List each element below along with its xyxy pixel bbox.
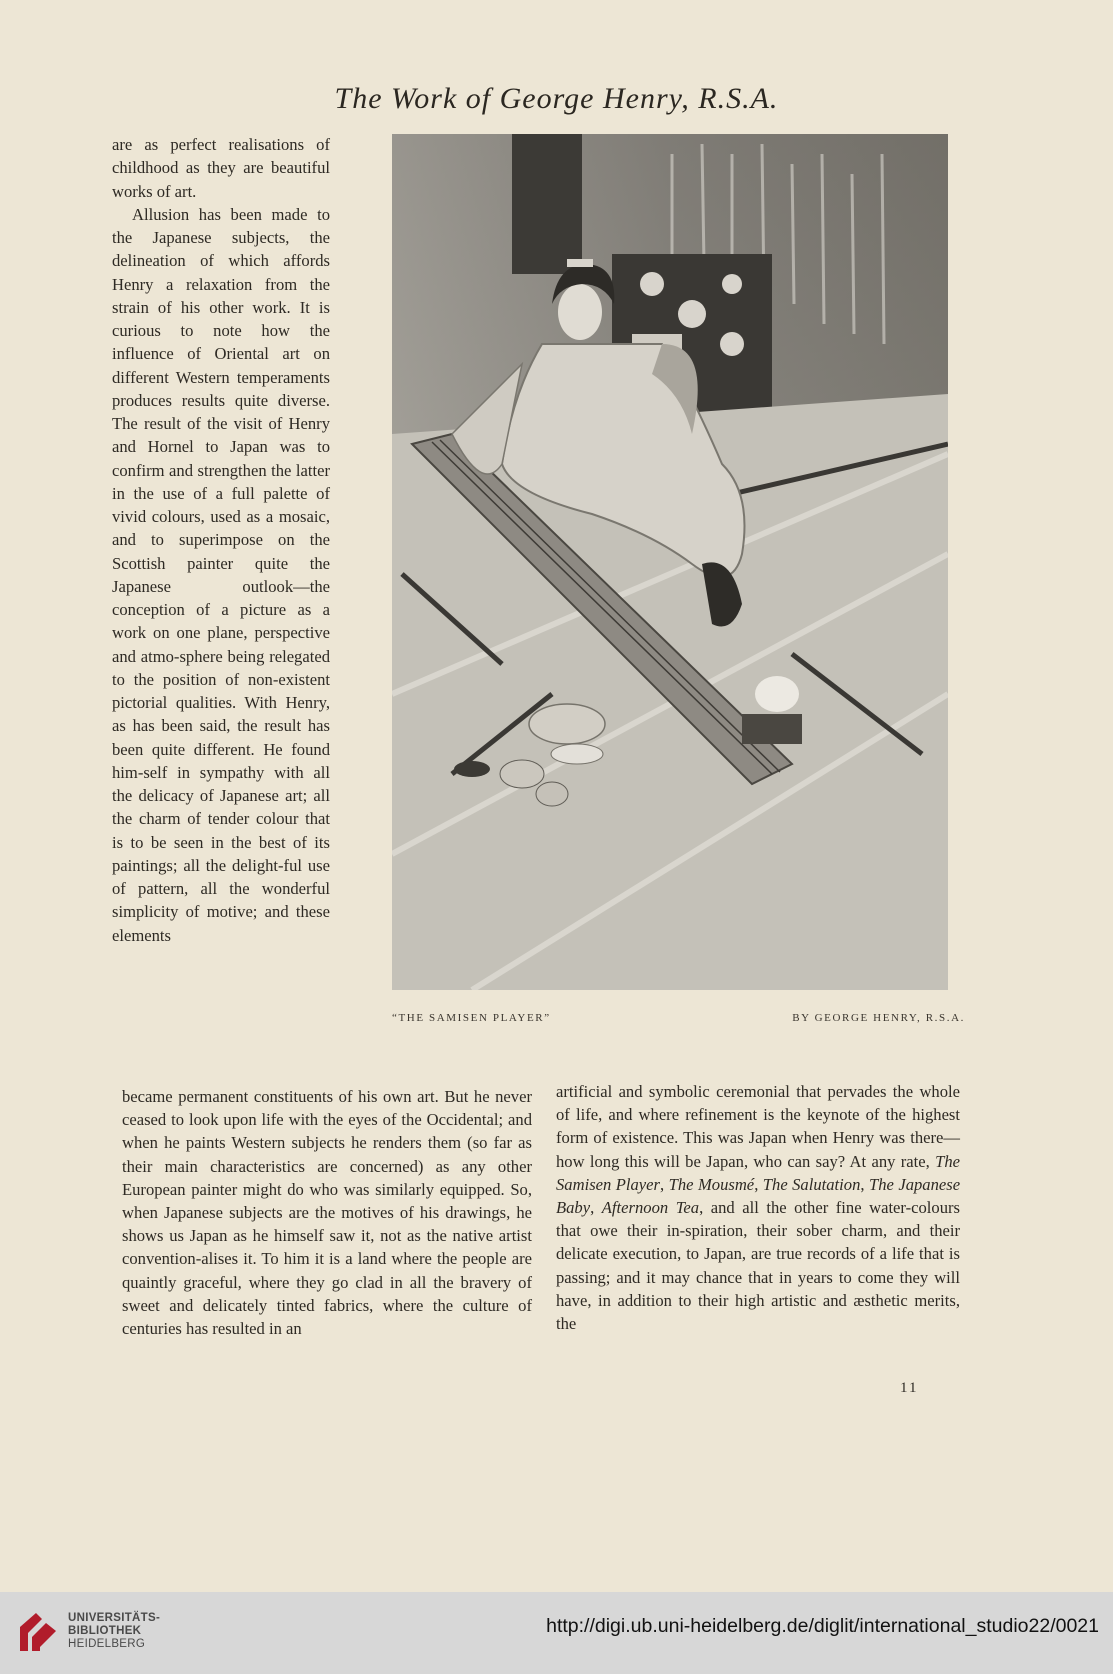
separator: , (860, 1174, 869, 1194)
artwork-title: The Mousmé (668, 1174, 755, 1194)
text-segment: , and all the other fine water-colours that owe their in-spiration, their sober charm, and their delicate execution, to Japan, are true records of a life that is passing; and it may chance that in years to come they will have, in addition to their high artistic and æsthetic merits, the (556, 1198, 960, 1334)
paragraph: Allusion has been made to the Japanese subjects, the delineation of which affords Henry a relaxation from the strain of his other work. It is curious to note how the influence of Oriental art on different Western temperaments produces results quite diverse. The result of the visit of Henry and Hornel to Japan was to confirm and strengthen the latter in the use of a full palette of vivid colours, used as a mosaic, and to superimpose on the Scottish painter quite the Japanese outlook—the conception of a picture as a work on one plane, perspective and atmo-sphere being relegated to the position of non-existent pictorial qualities. With Henry, as has been said, the result has been quite different. He found him-self in sympathy with all the delicacy of Japanese art; all the charm of tender colour that is to be seen in the best of its paintings; all the delight-ful use of pattern, all the wonderful simplicity of motive; and these elements (112, 204, 330, 945)
library-logo-icon (16, 1607, 60, 1655)
running-head: The Work of George Henry, R.S.A. (334, 82, 779, 115)
artwork-title: The Japanese Baby (556, 1174, 961, 1218)
paragraph: became permanent constituents of his own art. But he never ceased to look upon life with the eyes of the Occidental; and when he paints Western subjects he renders them (so far as their main characteristics are concerned) as any other European painter might do who was similarly equipped. So, when Japanese subjects are the motives of his drawings, he shows us Japan as he himself saw it, not as the native artist convention-alises it. To him it is a land where the people are quaintly graceful, where they go clad in all the bravery of sweet and delicately tinted fabrics, where the culture of centuries has resulted in an (122, 1087, 532, 1339)
paragraph: are as perfect realisations of childhood as they are beautiful works of art. (112, 135, 330, 201)
figure-caption-title: “THE SAMISEN PLAYER” (392, 1012, 551, 1024)
page-number: 11 (900, 1380, 919, 1396)
institution-line: BIBLIOTHEK (68, 1625, 142, 1637)
viewer-footer (0, 1592, 1113, 1674)
separator: , (660, 1174, 669, 1194)
separator: , (754, 1174, 763, 1194)
source-url-link[interactable]: http://digi.ub.uni-heidelberg.de/diglit/international_studio22/0021 (546, 1615, 1099, 1637)
institution-line: HEIDELBERG (68, 1638, 146, 1650)
left-column-text (112, 133, 330, 947)
figure-caption-credit: BY GEORGE HENRY, R.S.A. (792, 1012, 965, 1024)
bottom-left-text (122, 1085, 532, 1340)
painting-illustration (392, 134, 948, 990)
samisen-player-painting (392, 134, 948, 990)
paragraph (556, 1080, 960, 1335)
institution-name (68, 1612, 160, 1651)
text-segment: artificial and symbolic ceremonial that pervades the whole of life, and where refinement is the keynote of the highest form of existence. This was Japan when Henry was there—how long this will be Japan, who can say? At any rate, (556, 1082, 960, 1171)
artwork-title: The Samisen Player (556, 1151, 960, 1194)
artwork-title: Afternoon Tea (601, 1198, 700, 1218)
bottom-right-text (556, 1080, 960, 1335)
institution-line: UNIVERSITÄTS- (68, 1612, 161, 1624)
separator: , (590, 1198, 602, 1218)
artwork-title: The Salutation (762, 1174, 861, 1194)
